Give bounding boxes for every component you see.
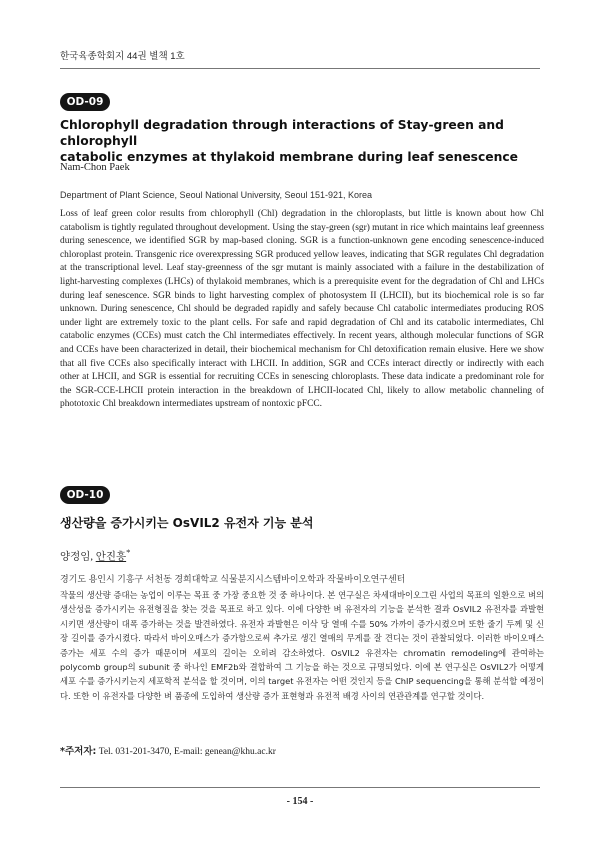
abstract-affiliation: Department of Plant Science, Seoul National University, Seoul 151-921, Korea <box>60 190 373 200</box>
abstract-authors <box>60 547 131 564</box>
header-rule <box>60 68 540 69</box>
abstract-code-badge: OD-10 <box>60 486 110 504</box>
corresponding-author-name: 안진흥 <box>95 551 127 563</box>
abstract-body: 작물의 생산량 증대는 농업이 이루는 목표 중 가장 중요한 것 중 하나이다. 본 연구실은 차세대바이오그린 사업의 목표의 일환으로 벼의 생산성을 증가시키는 유전형질을 찾는 것을 목표로 하고 있다. 이에 다양한 벼 유전자의 기능을 분석한 결과 OsVIL2 유전자를 과발현 시키면 생산량이 대폭 증가하는 것을 발견하였다. 유전자 과발현은 이삭 당 열매 수를 50% 가까이 증가시켰으며 또한 줄기 두께 및 신장 길이를 증가시켰다. 따라서 바이오매스가 증가함으로써 추가로 생긴 열매의 무게를 잘 견디는 것이 관찰되었다. 이러한 바이오매스 증가는 세포 수의 증가 때문이며 세포의 길이는 오히려 감소하였다. OsVIL2 유전자는 chromatin remodeling에 관여하는 polycomb group의 subunit 중 하나인 EMF2b와 결합하여 그 기능을 하는 것으로 규명되었다. 이에 본 연구실은 OsVIL2가 어떻게 세포 수를 증가시키는지 세포학적 분석을 할 것이며, 이의 target 유전자는 어떤 것인지 등을 ChIP sequencing을 통해 분석할 예정이다. 또한 이 유전자를 다양한 벼 품종에 도입하여 생산량 증가 표현형과 유전적 배경 사이의 연관관계를 연구할 것이다. <box>60 590 544 701</box>
abstract-title-line: catabolic enzymes at thylakoid membrane during leaf senescence <box>60 150 518 164</box>
abstract-body: Loss of leaf green color results from chlorophyll (Chl) degradation in the chloroplasts, but little is known about how Chl catabolism is tightly regulated throughout development. Using the stay-green (sgr) mutant in rice which maintains leaf greenness during senescence, we identified SGR by map-based cloning. SGR is a function-unknown gene encoding senescence-induced chloroplast protein. Transgenic rice overexpressing SGR produced yellow leaves, indicating that SGR regulates Chl degradation at the transcriptional level. Leaf stay-greenness of the sgr mutant is mainly associated with a failure in the destabilization of light-harvesting complexes (LHCs) of thylakoid membranes, which is a prerequisite event for the degradation of Chl and LHCs during leaf senescence. SGR binds to light harvesting complex of photosystem II (LHCII), but its biochemical role is so far unknown. During senescence, Chl should be degraded rapidly and safely because Chl catabolic intermediates producing ROS under light are extremely toxic to the plant cells. For safe and rapid degradation of Chl and its catabolic intermediates, Chl catabolic enzymes (CCEs) must catch the Chl intermediates effectively. In recent years, although molecular functions of SGR and CCEs have been characterized in detail, their biochemical mechanism for Chl detoxification remain elusive. Here we show that all five CCEs also specifically interact with LHCII. In addition, SGR and CCEs interact directly or indirectly with each other at LHCII, and SGR is essential for recruiting CCEs in senescing chloroplasts. These data indicate a predominant role for the SGR-CCE-LHCII protein interaction in the breakdown of LHCII-located Chl, likely to allow metabolic channeling of phototoxic Chl breakdown intermediates upstream of nontoxic pFCC. <box>60 209 544 410</box>
contact-text: Tel. 031-201-3470, E-mail: genean@khu.ac.kr <box>98 747 276 757</box>
corresponding-contact <box>60 743 276 757</box>
abstract-title-line: Chlorophyll degradation through interactions of Stay-green and chlorophyll <box>60 118 504 148</box>
abstract-authors: Nam-Chon Paek <box>60 162 130 173</box>
abstract-title: 생산량을 증가시키는 OsVIL2 유전자 기능 분석 <box>60 516 314 530</box>
abstract-code-badge: OD-09 <box>60 93 110 111</box>
running-head: 한국육종학회지 44권 별책 1호 <box>60 51 185 62</box>
contact-label: *주저자: <box>60 746 97 757</box>
corresponding-author-mark: * <box>126 547 131 557</box>
abstract-affiliation: 경기도 용인시 기흥구 서천동 경희대학교 식물분지시스템바이오학과 작물바이오연구센터 <box>60 574 406 584</box>
author-name: 양정임, <box>60 551 94 563</box>
footer-rule <box>60 787 540 788</box>
page-number: - 154 - <box>286 796 314 807</box>
abstract-title <box>60 117 545 165</box>
